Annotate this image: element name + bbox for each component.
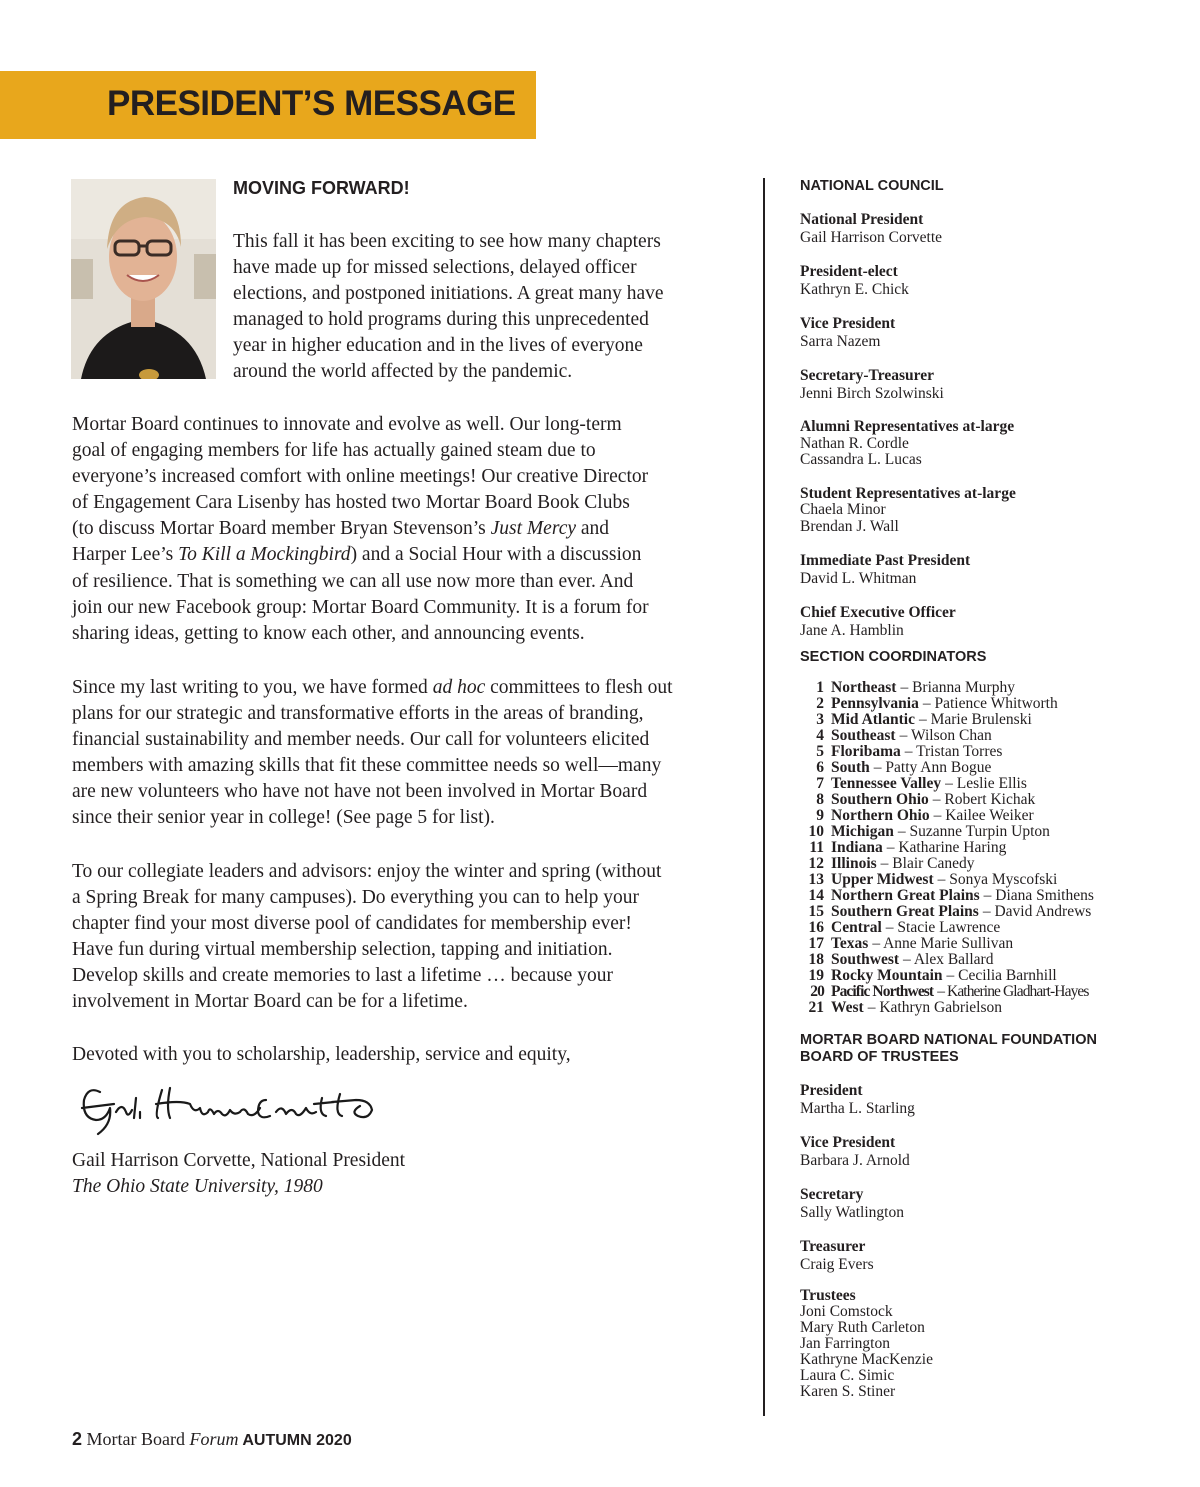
role-title: Vice President bbox=[800, 1134, 896, 1151]
section-region: Floribama bbox=[831, 743, 901, 760]
section-number: 2 bbox=[816, 695, 824, 712]
coordinator-row bbox=[800, 680, 1160, 696]
foundation-heading: MORTAR BOARD NATIONAL FOUNDATION BOARD OF TRUSTEES bbox=[800, 1032, 1097, 1065]
book-title-mockingbird: To Kill a Mockingbird bbox=[178, 544, 351, 566]
book-title-just-mercy: Just Mercy bbox=[490, 518, 577, 540]
text-line: year in higher education and in the lives of everyone bbox=[233, 335, 643, 357]
section-region: Northeast bbox=[831, 679, 897, 696]
section-number: 13 bbox=[808, 871, 824, 888]
innovation-paragraph bbox=[72, 412, 649, 647]
coordinator-row bbox=[800, 824, 1160, 840]
trustee-entry bbox=[800, 1186, 1160, 1221]
text-line: To our collegiate leaders and advisors: enjoy the winter and spring (without bbox=[72, 861, 662, 882]
text-line: around the world affected by the pandemic. bbox=[233, 361, 573, 383]
text-run: Harper Lee’s bbox=[72, 544, 179, 566]
section-coordinator: – Patience Whitworth bbox=[922, 695, 1058, 712]
section-coordinator: – Brianna Murphy bbox=[900, 679, 1015, 696]
text-line: a Spring Break for many campuses). Do everything you can to help your bbox=[72, 887, 639, 909]
issue-season: AUTUMN 2020 bbox=[238, 1432, 352, 1449]
section-number: 21 bbox=[808, 999, 824, 1016]
section-number: 19 bbox=[808, 967, 824, 984]
coordinator-row bbox=[800, 776, 1160, 792]
section-coordinator: – Blair Canedy bbox=[880, 855, 975, 872]
council-entry bbox=[800, 552, 1160, 587]
coordinator-row bbox=[800, 904, 1160, 920]
role-title: National President bbox=[800, 211, 924, 228]
coordinator-row bbox=[800, 744, 1160, 760]
section-region: Pacific Northwest bbox=[831, 983, 934, 1000]
coordinator-row bbox=[800, 872, 1160, 888]
committees-paragraph bbox=[72, 675, 673, 832]
section-region: Pennsylvania bbox=[831, 695, 919, 712]
person-name: Barbara J. Arnold bbox=[800, 1151, 910, 1169]
text-line: Develop skills and create memories to last a lifetime … because your bbox=[72, 965, 613, 987]
section-number: 18 bbox=[808, 951, 824, 968]
section-number: 8 bbox=[816, 791, 824, 808]
section-number: 16 bbox=[808, 919, 824, 936]
text-run: Since my last writing to you, we have formed bbox=[72, 677, 433, 698]
coordinator-row bbox=[800, 952, 1160, 968]
coordinator-row bbox=[800, 968, 1160, 984]
person-name: Gail Harrison Corvette bbox=[800, 228, 943, 246]
coordinator-row bbox=[800, 808, 1160, 824]
section-number: 7 bbox=[816, 775, 824, 792]
person-name: Kathryn E. Chick bbox=[800, 280, 909, 298]
council-entry bbox=[800, 315, 1160, 350]
section-coordinator: – Kathryn Gabrielson bbox=[867, 999, 1003, 1016]
coordinator-row bbox=[800, 984, 1160, 1000]
article-heading: MOVING FORWARD! bbox=[233, 178, 410, 198]
text-line: chapter find your most diverse pool of candidates for membership ever! bbox=[72, 913, 632, 935]
text-line: Devoted with you to scholarship, leadership, service and equity, bbox=[72, 1044, 571, 1065]
role-title: Secretary-Treasurer bbox=[800, 367, 934, 384]
section-region: South bbox=[831, 759, 870, 776]
section-region: Upper Midwest bbox=[831, 871, 934, 888]
section-coordinator: – Sonya Myscofski bbox=[937, 871, 1058, 888]
person-name: Laura C. Simic bbox=[800, 1367, 895, 1384]
person-name: Jan Farrington bbox=[800, 1335, 890, 1352]
trustee-entry bbox=[800, 1288, 1160, 1400]
coordinator-row bbox=[800, 760, 1160, 776]
section-number: 4 bbox=[816, 727, 824, 744]
section-region: Texas bbox=[831, 935, 869, 952]
section-coordinator: – Leslie Ellis bbox=[945, 775, 1027, 792]
coordinator-row bbox=[800, 920, 1160, 936]
council-entry bbox=[800, 263, 1160, 298]
text-line: since their senior year in college! (See page 5 for list). bbox=[72, 807, 495, 829]
person-name: Sarra Nazem bbox=[800, 332, 881, 350]
text-line bbox=[72, 675, 673, 701]
text-line: of Engagement Cara Lisenby has hosted two Mortar Board Book Clubs bbox=[72, 492, 630, 514]
section-coordinator: – Tristan Torres bbox=[904, 743, 1003, 760]
signoff-name: Gail Harrison Corvette, National President bbox=[72, 1150, 406, 1171]
text-line: goal of engaging members for life has actually gained steam due to bbox=[72, 440, 596, 462]
text-line: elections, and postponed initiations. A great many have bbox=[233, 283, 664, 305]
person-name: Craig Evers bbox=[800, 1255, 874, 1273]
text-line: have made up for missed selections, delayed officer bbox=[233, 257, 637, 279]
coordinator-row bbox=[800, 728, 1160, 744]
text-run: and bbox=[576, 518, 610, 540]
coordinator-row bbox=[800, 1000, 1160, 1016]
section-region: Mid Atlantic bbox=[831, 711, 915, 728]
person-name: Sally Watlington bbox=[800, 1203, 904, 1221]
section-coordinator: – Katherine Gladhart-Hayes bbox=[937, 983, 1089, 1000]
section-region: Northern Ohio bbox=[831, 807, 930, 824]
council-heading: NATIONAL COUNCIL bbox=[800, 178, 944, 194]
section-coordinator: – Suzanne Turpin Upton bbox=[897, 823, 1050, 840]
trustee-entry bbox=[800, 1238, 1160, 1273]
council-entry bbox=[800, 211, 1160, 246]
section-number: 6 bbox=[816, 759, 824, 776]
intro-paragraph bbox=[233, 229, 664, 386]
text-line: Have fun during virtual membership selection, tapping and initiation. bbox=[72, 939, 613, 961]
text-run: committees to flesh out bbox=[485, 677, 673, 698]
section-number: 10 bbox=[808, 823, 824, 840]
section-coordinator: – Robert Kichak bbox=[932, 791, 1036, 808]
trustee-entry bbox=[800, 1134, 1160, 1169]
person-name: Mary Ruth Carleton bbox=[800, 1319, 925, 1336]
trustee-entry bbox=[800, 1082, 1160, 1117]
section-coordinator: – Wilson Chan bbox=[899, 727, 992, 744]
ad-hoc-term: ad hoc bbox=[432, 677, 486, 698]
section-region: Rocky Mountain bbox=[831, 967, 943, 984]
publication-name: Mortar Board bbox=[82, 1429, 190, 1449]
text-line: Mortar Board continues to innovate and evolve as well. Our long-term bbox=[72, 414, 622, 435]
text-run: (to discuss Mortar Board member Bryan Stevenson’s bbox=[72, 518, 491, 540]
person-name: Kathryne MacKenzie bbox=[800, 1351, 933, 1368]
person-name: Chaela Minor bbox=[800, 501, 886, 518]
person-name: Joni Comstock bbox=[800, 1303, 893, 1320]
section-region: West bbox=[831, 999, 864, 1016]
section-coordinator: – Patty Ann Bogue bbox=[873, 759, 992, 776]
council-entry bbox=[800, 419, 1160, 469]
section-region: Indiana bbox=[831, 839, 883, 856]
section-number: 20 bbox=[810, 983, 824, 1000]
person-name: David L. Whitman bbox=[800, 569, 917, 587]
coordinator-row bbox=[800, 712, 1160, 728]
section-region: Central bbox=[831, 919, 882, 936]
section-number: 14 bbox=[808, 887, 824, 904]
coordinators-heading: SECTION COORDINATORS bbox=[800, 649, 987, 665]
section-coordinator: – David Andrews bbox=[982, 903, 1092, 920]
publication-forum: Forum bbox=[189, 1429, 239, 1449]
section-coordinator: – Cecilia Barnhill bbox=[946, 967, 1057, 984]
section-region: Southern Ohio bbox=[831, 791, 929, 808]
role-title: President bbox=[800, 1082, 863, 1099]
section-number: 12 bbox=[808, 855, 824, 872]
section-number: 11 bbox=[809, 839, 824, 856]
section-number: 3 bbox=[816, 711, 824, 728]
text-line: join our new Facebook group: Mortar Board Community. It is a forum for bbox=[72, 596, 649, 618]
council-entry bbox=[800, 367, 1160, 402]
coordinators-list bbox=[800, 680, 1160, 1016]
section-region: Illinois bbox=[831, 855, 877, 872]
text-line: members with amazing skills that fit these committee needs so well—many bbox=[72, 755, 662, 777]
person-name: Karen S. Stiner bbox=[800, 1383, 896, 1400]
text-line: This fall it has been exciting to see how many chapters bbox=[233, 231, 661, 252]
coordinator-row bbox=[800, 856, 1160, 872]
role-title: Immediate Past President bbox=[800, 552, 971, 569]
column-divider bbox=[763, 178, 765, 1416]
text-line: involvement in Mortar Board can be for a lifetime. bbox=[72, 991, 468, 1013]
coordinator-row bbox=[800, 792, 1160, 808]
council-entry bbox=[800, 486, 1160, 536]
section-coordinator: – Kailee Weiker bbox=[933, 807, 1034, 824]
section-region: Northern Great Plains bbox=[831, 887, 980, 904]
role-title: Secretary bbox=[800, 1186, 864, 1203]
page-footer bbox=[72, 1429, 352, 1450]
text-line: are new volunteers who have not have not been involved in Mortar Board bbox=[72, 781, 648, 803]
text-line bbox=[72, 516, 649, 542]
section-number: 1 bbox=[816, 679, 824, 696]
person-name: Martha L. Starling bbox=[800, 1099, 915, 1117]
text-line: plans for our strategic and transformative efforts in the areas of branding, bbox=[72, 703, 644, 725]
role-title: Vice President bbox=[800, 315, 896, 332]
text-run: ) and a Social Hour with a discussion bbox=[350, 544, 642, 566]
person-name: Jane A. Hamblin bbox=[800, 621, 904, 639]
council-entry bbox=[800, 604, 1160, 639]
section-number: 9 bbox=[816, 807, 824, 824]
section-region: Southern Great Plains bbox=[831, 903, 979, 920]
role-title: Student Representatives at-large bbox=[800, 484, 1016, 502]
president-photo bbox=[71, 179, 216, 379]
person-name: Jenni Birch Szolwinski bbox=[800, 384, 944, 402]
section-coordinator: – Diana Smithens bbox=[983, 887, 1094, 904]
page-title: PRESIDENT’S MESSAGE bbox=[107, 84, 516, 123]
coordinator-row bbox=[800, 696, 1160, 712]
person-name: Nathan R. Cordle bbox=[800, 434, 909, 452]
role-title: Trustees bbox=[800, 1287, 856, 1304]
section-coordinator: – Katharine Haring bbox=[886, 839, 1007, 856]
section-number: 5 bbox=[816, 743, 824, 760]
person-name: Brendan J. Wall bbox=[800, 517, 899, 535]
section-region: Tennessee Valley bbox=[831, 775, 942, 792]
section-coordinator: – Anne Marie Sullivan bbox=[872, 935, 1014, 952]
signoff-school: The Ohio State University, 1980 bbox=[72, 1176, 323, 1198]
text-line: financial sustainability and member needs. Our call for volunteers elicited bbox=[72, 729, 650, 751]
sidebar-roster bbox=[800, 178, 1160, 1400]
text-line bbox=[72, 542, 649, 568]
role-title: President-elect bbox=[800, 263, 898, 280]
text-line: of resilience. That is something we can all use now more than ever. And bbox=[72, 570, 634, 592]
section-coordinator: – Stacie Lawrence bbox=[885, 919, 1001, 936]
section-number: 15 bbox=[808, 903, 824, 920]
role-title: Chief Executive Officer bbox=[800, 604, 956, 621]
section-region: Southeast bbox=[831, 727, 896, 744]
text-line: sharing ideas, getting to know each other, and announcing events. bbox=[72, 622, 585, 644]
person-name: Cassandra L. Lucas bbox=[800, 451, 922, 468]
section-region: Michigan bbox=[831, 823, 894, 840]
page-number: 2 bbox=[72, 1429, 83, 1449]
signoff-block bbox=[72, 1148, 405, 1200]
section-number: 17 bbox=[808, 935, 824, 952]
collegiate-paragraph bbox=[72, 859, 661, 1016]
closing-line bbox=[72, 1042, 571, 1068]
role-title: Treasurer bbox=[800, 1238, 866, 1255]
coordinator-row bbox=[800, 840, 1160, 856]
text-line: everyone’s increased comfort with online meetings! Our creative Director bbox=[72, 466, 649, 488]
coordinator-row bbox=[800, 888, 1160, 904]
text-line: managed to hold programs during this unprecedented bbox=[233, 309, 649, 331]
section-region: Southwest bbox=[831, 951, 900, 968]
section-coordinator: – Marie Brulenski bbox=[918, 711, 1032, 728]
handwritten-signature bbox=[70, 1078, 405, 1138]
role-title: Alumni Representatives at-large bbox=[800, 418, 1015, 435]
coordinator-row bbox=[800, 936, 1160, 952]
section-coordinator: – Alex Ballard bbox=[903, 951, 994, 968]
